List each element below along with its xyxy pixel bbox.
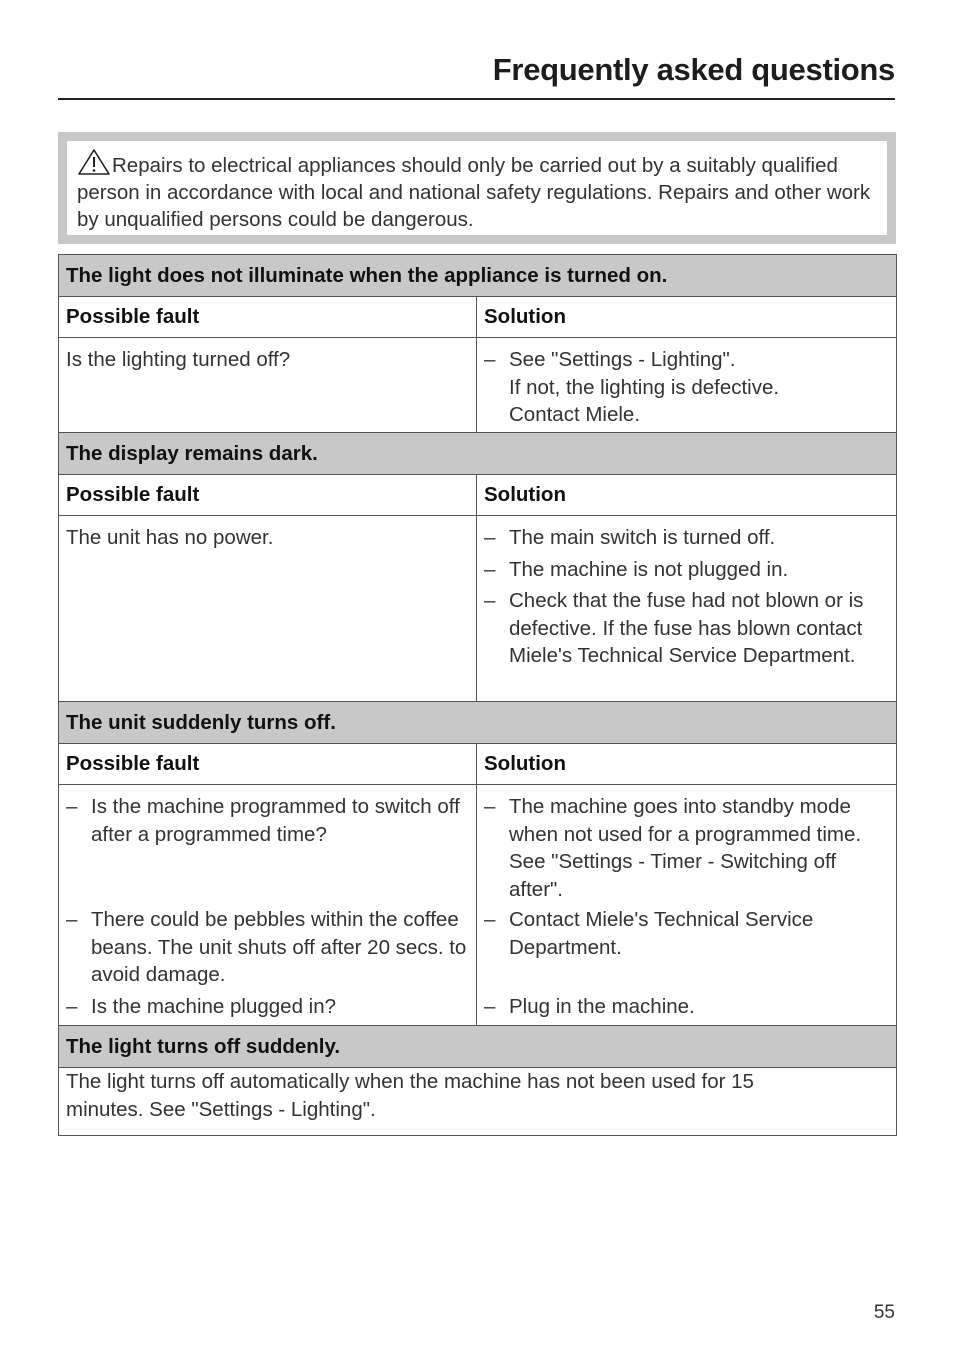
solution-text: The machine goes into standby mode when not used for a programmed time. See "Settings - Timer - Switching off after". bbox=[509, 795, 862, 901]
page-title: Frequently asked questions bbox=[492, 52, 895, 87]
solution-text: The main switch is turned off. bbox=[509, 526, 776, 549]
solution-line: See "Settings - Lighting". bbox=[509, 348, 736, 371]
dash-bullet: – bbox=[484, 995, 496, 1018]
warning-box bbox=[58, 132, 896, 244]
table-row bbox=[59, 785, 897, 1026]
fault-item bbox=[66, 793, 468, 906]
solution-item bbox=[484, 346, 888, 429]
fault-item bbox=[66, 993, 468, 1021]
column-header-row bbox=[59, 744, 897, 785]
dash-bullet: – bbox=[484, 526, 496, 549]
warning-triangle-icon bbox=[77, 148, 111, 176]
dash-bullet: – bbox=[484, 589, 496, 612]
column-header-solution: Solution bbox=[477, 297, 897, 338]
solution-item bbox=[484, 793, 888, 906]
column-header-row bbox=[59, 297, 897, 338]
column-header-fault: Possible fault bbox=[59, 744, 477, 785]
column-header-solution: Solution bbox=[477, 475, 897, 516]
fault-cell bbox=[59, 338, 477, 433]
table-row bbox=[59, 338, 897, 433]
solution-item bbox=[484, 587, 888, 670]
solution-cell bbox=[477, 785, 897, 1026]
fault-text: Is the machine plugged in? bbox=[91, 995, 337, 1018]
section-heading: The light does not illuminate when the appliance is turned on. bbox=[59, 255, 897, 297]
section-heading-row bbox=[59, 433, 897, 475]
solution-item bbox=[484, 906, 888, 993]
dash-bullet: – bbox=[484, 557, 496, 581]
fault-item bbox=[66, 906, 468, 993]
fault-text: There could be pebbles within the coffee beans. The unit shuts off after 20 secs. to avoid damage. bbox=[91, 908, 467, 986]
solution-text: Contact Miele's Technical Service Department. bbox=[509, 908, 814, 959]
section-heading-row bbox=[59, 255, 897, 297]
fault-cell bbox=[59, 785, 477, 1026]
column-header-fault: Possible fault bbox=[59, 297, 477, 338]
dash-bullet: – bbox=[66, 995, 78, 1018]
solution-text: The machine is not plugged in. bbox=[509, 557, 789, 581]
column-header-row bbox=[59, 475, 897, 516]
warning-box-inner bbox=[67, 141, 887, 235]
fault-cell bbox=[59, 516, 477, 702]
section-heading: The unit suddenly turns off. bbox=[59, 702, 897, 744]
solution-item bbox=[484, 556, 888, 584]
solution-line: If not, the lighting is defective. bbox=[509, 375, 780, 399]
solution-line: Contact Miele. bbox=[509, 403, 641, 426]
faq-table bbox=[58, 254, 897, 1136]
dash-bullet: – bbox=[66, 908, 78, 931]
table-row bbox=[59, 516, 897, 702]
title-rule bbox=[58, 98, 895, 100]
solution-text: Plug in the machine. bbox=[509, 995, 695, 1018]
dash-bullet: – bbox=[484, 348, 496, 371]
solution-item bbox=[484, 993, 888, 1021]
note-cell bbox=[59, 1068, 897, 1136]
solution-text: Check that the fuse had not blown or is defective. If the fuse has blown contact Miele's Technical Service Department. bbox=[509, 589, 864, 667]
fault-text: Is the machine programmed to switch off after a programmed time? bbox=[91, 795, 460, 846]
warning-text: Repairs to electrical appliances should only be carried out by a suitably qualified person in accordance with local and national safety regulations. Repairs and other work by unqualified persons could be dangerous. bbox=[77, 154, 871, 231]
dash-bullet: – bbox=[484, 908, 496, 931]
dash-bullet: – bbox=[484, 795, 496, 818]
fault-text: The unit has no power. bbox=[66, 526, 274, 549]
column-header-fault: Possible fault bbox=[59, 475, 477, 516]
table-row bbox=[59, 1068, 897, 1136]
section-heading: The display remains dark. bbox=[59, 433, 897, 475]
note-text: The light turns off automatically when the machine has not been used for 15 minutes. See "Settings - Lighting". bbox=[66, 1070, 754, 1121]
page-number: 55 bbox=[873, 1302, 895, 1323]
section-heading-row bbox=[59, 1026, 897, 1068]
section-heading: The light turns off suddenly. bbox=[59, 1026, 897, 1068]
solution-cell bbox=[477, 338, 897, 433]
solution-item bbox=[484, 524, 888, 552]
solution-cell bbox=[477, 516, 897, 702]
dash-bullet: – bbox=[66, 795, 78, 818]
column-header-solution: Solution bbox=[477, 744, 897, 785]
section-heading-row bbox=[59, 702, 897, 744]
fault-text: Is the lighting turned off? bbox=[66, 348, 291, 371]
